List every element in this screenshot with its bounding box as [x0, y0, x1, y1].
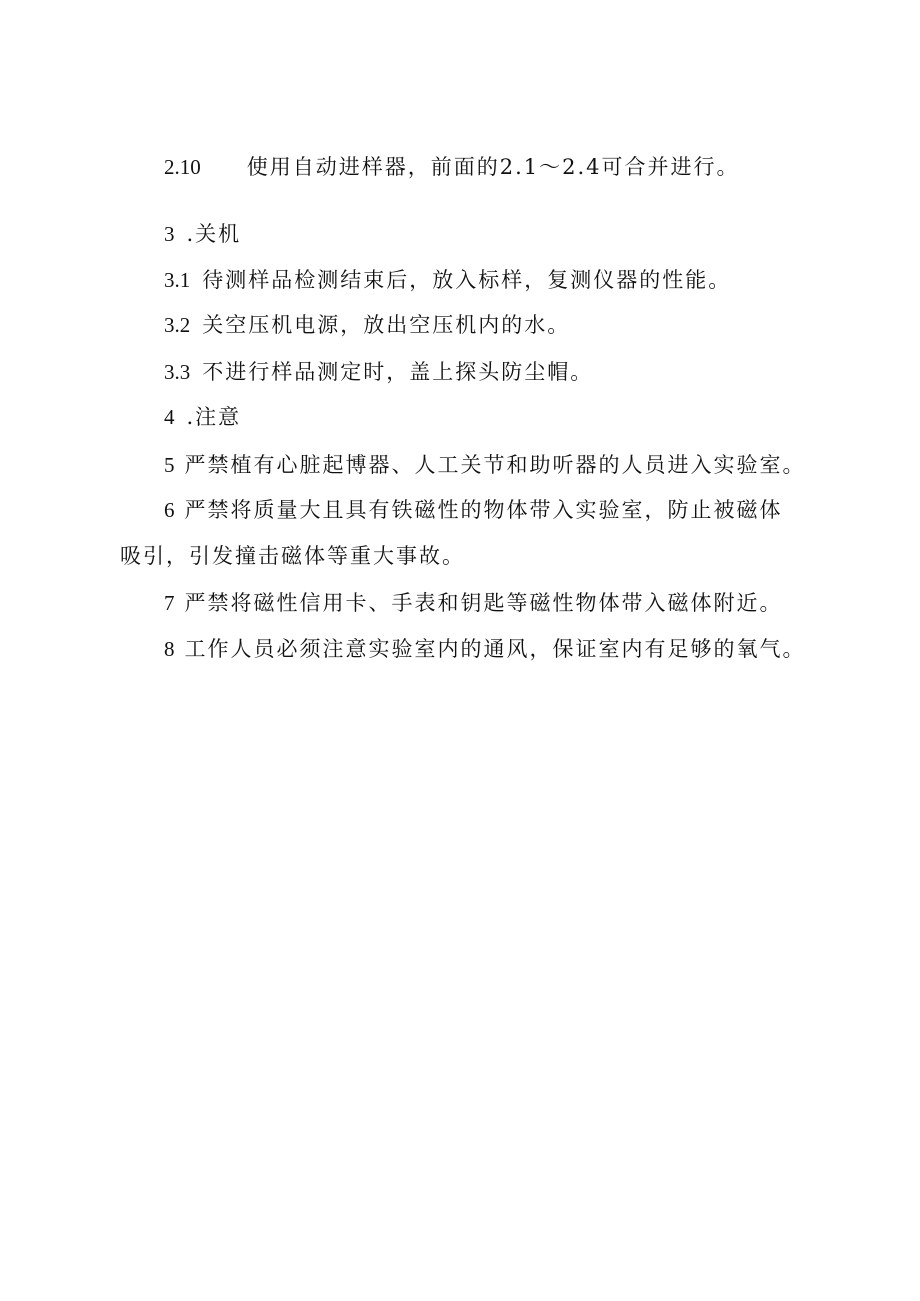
step-3-2	[164, 310, 570, 340]
step-text: 不进行样品测定时，盖上探头防尘帽。	[202, 360, 594, 384]
note-text: 严禁将磁性信用卡、手表和钥匙等磁性物体带入磁体附近。	[184, 591, 783, 615]
step-3-1	[164, 265, 731, 295]
section-title: .关机	[186, 222, 242, 246]
note-text: 工作人员必须注意实验室内的通风，保证室内有足够的氧气。	[184, 637, 806, 661]
note-7	[164, 588, 783, 618]
note-text: 严禁将质量大且具有铁磁性的物体带入实验室，防止被磁体	[184, 498, 783, 522]
step-2-10	[164, 152, 740, 182]
section-3-heading	[164, 219, 241, 249]
section-number: 3	[164, 222, 175, 246]
step-text: 使用自动进样器，前面的2.1～2.4可合并进行。	[246, 155, 740, 179]
note-6	[164, 495, 783, 525]
section-number: 4	[164, 405, 175, 429]
step-number: 3.3	[164, 360, 191, 384]
note-5	[164, 450, 806, 480]
section-4-heading	[164, 402, 241, 432]
step-number: 3.2	[164, 313, 191, 337]
step-number: 3.1	[164, 268, 191, 292]
step-3-3	[164, 357, 593, 387]
note-text: 严禁植有心脏起博器、人工关节和助听器的人员进入实验室。	[184, 453, 806, 477]
note-number: 6	[164, 498, 175, 522]
step-number: 2.10	[164, 155, 201, 179]
note-6-continuation	[120, 541, 465, 571]
note-number: 7	[164, 591, 175, 615]
note-number: 5	[164, 453, 175, 477]
step-text: 关空压机电源，放出空压机内的水。	[202, 313, 571, 337]
note-8	[164, 634, 806, 664]
section-title: .注意	[186, 405, 242, 429]
step-text: 待测样品检测结束后，放入标样，复测仪器的性能。	[202, 268, 732, 292]
note-text: 吸引，引发撞击磁体等重大事故。	[120, 544, 465, 568]
note-number: 8	[164, 637, 175, 661]
